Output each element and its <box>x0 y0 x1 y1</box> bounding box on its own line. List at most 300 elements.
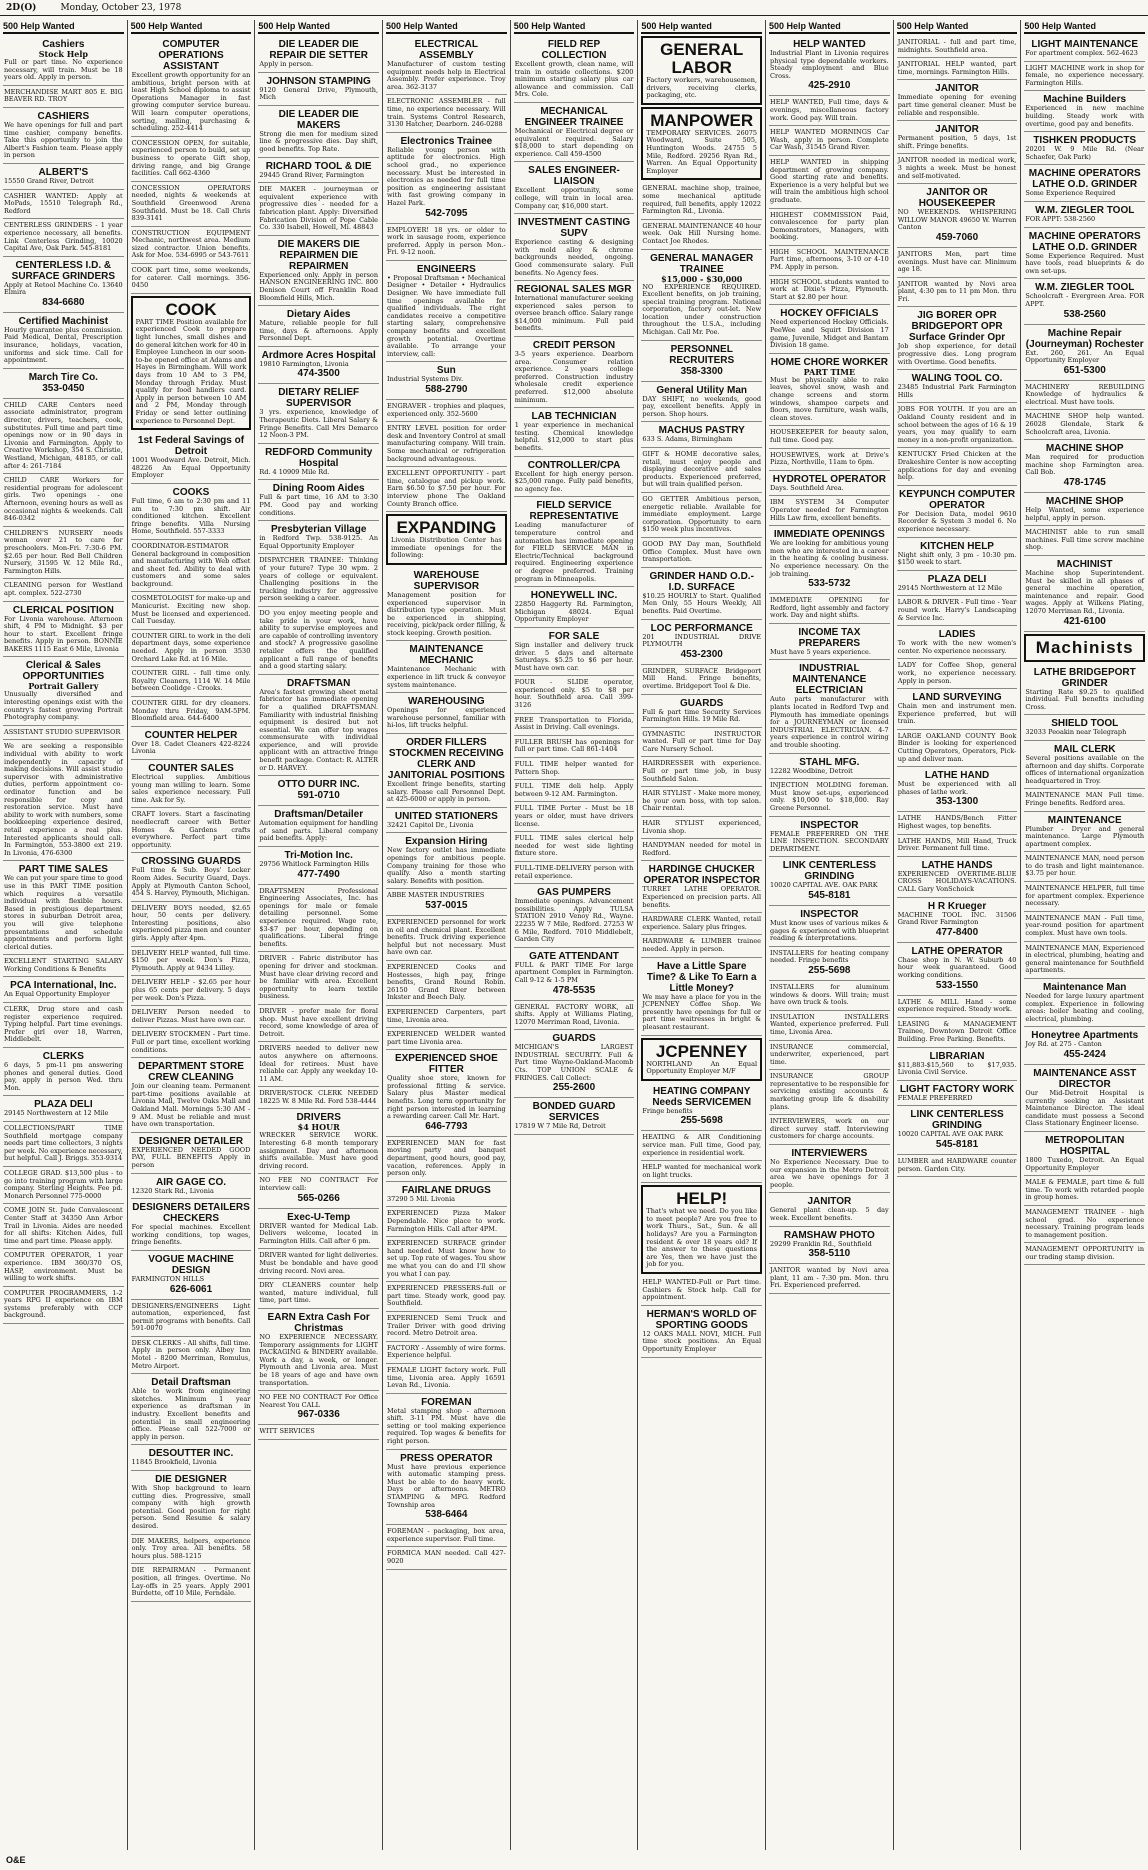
classified-ad <box>386 1547 507 1569</box>
ad-body: LATHE HANDS/Bench Fitter Highest wages, top benefits. <box>897 814 1017 831</box>
ad-body: GENERAL machine shop, trainee, some mechanical aptitude required, full benefits, apply 12022 Farmington Rd., Livonia. <box>642 184 762 216</box>
footer-code: O&E <box>6 1855 26 1865</box>
ad-title: H R Krueger <box>927 900 987 912</box>
ad-body: EXPERIENCED personnel for work in oil and chemical plant. Excellent benefits. Truck driving experience helpful but not necessary. Must have own car. <box>387 917 506 957</box>
ad-body: GRINDER, SURFACE Bridgeport Mill Hand. Fringe benefits, overtime. Bridgeport Tool & Die. <box>642 666 762 690</box>
classified-ad <box>258 885 379 953</box>
classified-ad <box>131 1374 252 1445</box>
page-date: Monday, October 23, 1978 <box>60 2 182 13</box>
ad-body: Must be physically able to rake leaves, shovel snow, wash and change screens and storm windows, shampoo carpets and floors, move furniture, wash walls, clean stoves. <box>770 375 889 422</box>
ad-phone: 425-2910 <box>808 80 851 92</box>
ad-body: Excellent for high energy person. $25,000 range. Fully paid benefits, no agency fee. <box>514 469 634 493</box>
ad-title: Dining Room Aides <box>272 483 365 495</box>
classified-ad <box>769 354 890 427</box>
classified-ad <box>131 902 252 947</box>
column-heading: 500 Help Wanted <box>514 20 635 34</box>
ad-body: To work with the new women's center. No experience necessary. <box>897 639 1017 655</box>
ad-body: EXPERIENCED OVERTIME-BLUE CROSS HOLIDAYS-VACATIONS. CALL Gary VonSchoick <box>897 869 1017 893</box>
ad-title: CLERICAL POSITION <box>12 604 114 616</box>
ad-body: COME JOIN St. Jude Convalescent Center Staff at 34350 Ann Arbor Trail in Livonia. Aides are needed for all shifts: Kitchen Aides, full time and part time. Please apply. <box>4 1206 123 1245</box>
classified-ad <box>514 457 635 498</box>
ad-phone: 591-0710 <box>297 790 340 802</box>
ad-body: 23485 Industrial Park Farmington Hills <box>897 383 1017 399</box>
ad-body: 3-5 years experience. Dearborn area. Consumer relation experience. 2 years college preferred. Construction industry wholesale credit experience preferred. $12,000 absolute minimum. <box>514 350 634 404</box>
ad-phone: 537-0015 <box>425 899 468 911</box>
ad-title: JANITOR <box>807 1196 852 1208</box>
ad-phone: 626-6061 <box>169 1283 213 1295</box>
ad-phone: 474-3500 <box>297 368 340 380</box>
classified-ad <box>258 776 379 806</box>
classified-ad <box>769 779 890 816</box>
classified-ad <box>769 660 890 753</box>
ad-body: Full or part time. No experience necessary, will train. Must be 18 years old. Apply in person. <box>4 58 123 82</box>
ad-headline: GENERAL LABOR <box>660 40 744 77</box>
ad-phone: 453-2300 <box>680 648 723 660</box>
ad-title: LIGHT FACTORY WORK <box>899 1083 1015 1095</box>
ad-body: HEATING & AIR Conditioning service man. Full time, Good pay, experience in residential work. <box>642 1133 762 1157</box>
ad-title: ALBERT'S <box>38 166 89 178</box>
classified-ad <box>897 835 1018 857</box>
ad-body: 32421 Capitol Dr., Livonia <box>387 820 474 829</box>
ad-body: EXPERIENCED Cooks and Hostesses, high pay, fringe benefits, Grand Round Robin. 26150 Grand River between Inkster and Beech Daly. <box>387 962 506 1002</box>
classified-ad <box>258 847 379 885</box>
classified-ad <box>3 1003 124 1048</box>
classified-ad <box>3 726 124 741</box>
classified-ad <box>386 889 507 916</box>
ad-body: Full time & Sub. Boys' Locker Room Aides. Security Guard, Days. Apply at Plymouth Canton School, 454 S. Harvey, Plymouth, Michigan. <box>131 866 251 898</box>
ad-body: FULL TIME sales clerical help needed for west side lighting fixture store. <box>514 834 634 858</box>
classified-ad <box>131 227 252 264</box>
ad-body: FOR APPT: 538-2560 <box>1025 214 1096 223</box>
ad-title: AIR GAGE CO. <box>156 1176 227 1188</box>
ad-title: Sun <box>436 365 456 377</box>
classified-ad <box>258 1249 379 1279</box>
classified-ad <box>1024 202 1145 228</box>
ad-body: CONCESSION OPERATORS needed, nights & weekends at Southfield Greenwood Arena Southfield. Must be 18. Call Chris 839-3141 <box>131 183 251 223</box>
ad-body: 1800 Tuxedo, Detroit. An Equal Opportunity Employer <box>1025 1155 1145 1172</box>
classified-ad <box>131 1199 252 1251</box>
ad-body: $10.25 HOURLY to Start. Qualified Men Only, 55 Hours Weekly, All benefits. Paid Overtime. <box>642 591 762 615</box>
classified-ad <box>258 1279 379 1309</box>
ad-phone: 455-2424 <box>1063 1048 1106 1060</box>
ad-body: LEASING & MANAGEMENT Trainee, Downtown Detroit Office Building. Free Parking. Benefits. <box>897 1019 1017 1043</box>
ad-body: 29145 Northwestern at 12 Mile <box>4 1109 109 1118</box>
ad-title: SHIELD TOOL <box>1051 718 1119 730</box>
classified-ad <box>897 1081 1018 1107</box>
classified-ad <box>641 538 762 568</box>
ad-title: 1st Federal Savings of Detroit <box>137 435 245 458</box>
ad-body: HELP WANTED-Full or Part time. Cashiers & Stock help. Call for appointment. <box>642 1278 762 1302</box>
ad-body: For Decision Data, model 9610 Recorder & System 3 model 6. No experience necessary. <box>897 509 1017 533</box>
ad-body: WITT SERVICES <box>259 1427 315 1436</box>
ad-body: HANDYMAN needed for motel in Redford. <box>642 841 762 857</box>
ad-body: Must have previous experience with automatic stamping press. Must be able to do heavy work. Days or afternoons. METRO STAMPING & MFG. Redford Township area <box>387 1462 506 1509</box>
ad-title: EXPERIENCED SHOE FITTER <box>394 1053 498 1076</box>
classified-ad <box>769 471 890 497</box>
ad-body: HELP wanted for mechanical work on light trucks. <box>642 1163 762 1179</box>
classified-column <box>766 20 894 1850</box>
ad-phone: 255-5698 <box>808 964 851 976</box>
classified-ad <box>514 714 635 736</box>
ad-phone: 588-2790 <box>425 384 468 395</box>
classified-ad <box>131 667 252 697</box>
ad-title: ELECTRICAL ASSEMBLY <box>414 39 479 61</box>
ad-body: FORMICA MAN needed. Call 427-9020 <box>387 1549 506 1565</box>
ad-title: FOREMAN <box>421 1396 472 1408</box>
classified-ad <box>386 1182 507 1208</box>
classified-ad <box>641 107 762 181</box>
ad-body: FARMINGTON HILLS <box>131 1274 205 1283</box>
classified-ad <box>514 36 635 103</box>
classified-ad <box>3 1048 124 1096</box>
ad-body: MICHIGAN'S LARGEST INDUSTRIAL SECURITY. Full & Part time Wayne-Oakland-Macomb Cts. TOP UNION SCALE & FRINGES. Call Collect: <box>514 1043 634 1082</box>
classified-ad <box>641 568 762 620</box>
classified-ad <box>897 812 1018 834</box>
ad-title: COUNTER SALES <box>148 762 234 774</box>
classified-ad <box>514 758 635 780</box>
classified-ad <box>514 1030 635 1098</box>
ad-title: Presbyterian Village <box>270 524 367 536</box>
ad-title: OTTO DURR INC. <box>277 779 360 791</box>
ad-body: MACHINE TOOL INC. 31506 Grand River Farmington <box>897 910 1017 927</box>
ad-body: JANITORIAL HELP wanted, part time, mornings. Farmington Hills. <box>897 60 1017 76</box>
classified-ad <box>3 1096 124 1122</box>
ad-title: HONEYWELL INC. <box>530 590 618 602</box>
classified-ad <box>1024 882 1145 912</box>
classified-ad <box>386 734 507 808</box>
ad-body: 29299 Franklin Rd., Southfield <box>770 1239 872 1248</box>
ad-body: An Equal Opportunity Employer <box>4 990 110 999</box>
ad-title: WALING TOOL CO. <box>911 373 1003 385</box>
ad-body: ASSISTANT STUDIO SUPERVISOR <box>4 727 121 736</box>
ad-phone: 477-7490 <box>297 868 340 880</box>
classified-ad <box>131 1006 252 1028</box>
ad-body: Experience casting & designing with mold alloy & chrome backgrounds needed, ongoing. Good commensurate salary. Full benefits. No Agency fees. <box>514 238 634 277</box>
classified-ad <box>1024 381 1145 411</box>
ad-body: CENTERLESS GRINDERS - 1 year experience necessary, all benefits. Link Centerless Grinding, 10020 Capital Ave, Oak Park. 545-8181 <box>4 221 123 253</box>
ad-body: EXCELLENT OPPORTUNITY - part time, catalogue and pickup work. Earn $6.50 to $7.50 per hour. For interview phone The Oakland County Branch office. <box>387 469 506 508</box>
classified-ad <box>897 307 1018 370</box>
classified-ad <box>897 626 1018 659</box>
classified-ad <box>897 448 1018 485</box>
ad-subtitle: Portrait Gallery <box>28 681 99 692</box>
classified-ad <box>514 832 635 862</box>
classified-ad <box>641 665 762 695</box>
ad-body: Chase shop in N. W. Suburb 40 hour week guaranteed. Good working conditions. <box>897 955 1017 979</box>
ad-title: JANITOR <box>935 124 979 136</box>
ad-title: LIGHT MAINTENANCE <box>1031 39 1139 50</box>
ad-body: Must be experienced with all phases of lathe work. <box>897 780 1017 796</box>
classified-ad <box>3 219 124 256</box>
ad-title: ORDER FILLERS STOCKMEN RECEIVING CLERK AND JANITORIAL POSITIONS <box>387 737 505 782</box>
classified-ad <box>641 422 762 448</box>
classified-ad <box>131 540 252 593</box>
ad-body: COORDINATOR-ESTIMATOR General background in composition and manufacturing with Web offset and sheet fed. Ability to deal with customers and some sales background. <box>131 541 251 588</box>
ad-phone: 255-5698 <box>680 1115 723 1127</box>
ad-title: LADIES <box>938 629 976 641</box>
ad-title: COOKS <box>172 486 210 498</box>
ad-title: LATHE HAND <box>924 770 990 782</box>
ad-title: GUARDS <box>552 1033 596 1045</box>
ad-title: RICHARD TOOL & DIE <box>265 160 372 172</box>
ad-body: TEMPORARY SERVICES. 26075 Woodward, Suite 505, Huntington Woods. 24755 5 Mile, Redford. 29256 Ryan Rd., Warren. An Equal Opportunity Employer <box>646 128 758 175</box>
classified-ad <box>386 1237 507 1282</box>
classified-columns <box>0 20 1148 1850</box>
classified-ad <box>386 808 507 834</box>
ad-body: DELIVERY Person needed to deliver Pizzas. Must have own car. <box>131 1008 251 1024</box>
classified-ad <box>514 214 635 281</box>
ad-body: 1001 Woodward Ave. Detroit, Mich. 48226 An Equal Opportunity Employer <box>131 456 251 480</box>
classified-ad <box>1024 440 1145 493</box>
ad-body: EMPLOYER! 18 yrs. or older to work in sausage room, experience preferred. Apply in person Mon.-Fri. 9-12 noon. <box>387 225 506 257</box>
ad-phone: 533-1550 <box>935 979 979 991</box>
ad-subtitle: Stock Help <box>38 49 88 59</box>
classified-ad <box>258 521 379 554</box>
ad-phone: 545-8181 <box>935 1138 979 1150</box>
classified-ad <box>641 839 762 861</box>
ad-body: Over 18. Cadet Cleaners 422-8224 Livonia <box>131 739 251 756</box>
ad-body: NO EXPERIENCE REQUIRED. Excellent benefits, on job training, special training program. National corporation, factory out-let. New location under construction throughout the U.S.A., including Michigan. Call Mr. Poe. <box>642 282 762 337</box>
ad-body: Hourly guarantee plus commission. Paid Medical, Dental, Prescription insurance, holidays, vacation, uniforms and sick time. Call for appointment. <box>4 325 123 365</box>
classified-ad <box>258 347 379 385</box>
ad-title: Expansion Hiring <box>405 836 488 848</box>
ad-body: Maintenance Mechanic with experience in lift truck & conveyor system maintenance. <box>387 665 506 689</box>
classified-ad <box>641 695 762 728</box>
ad-title: PART TIME SALES <box>18 864 108 876</box>
classified-ad <box>258 384 379 443</box>
classified-ad <box>1024 1206 1145 1243</box>
ad-title: MACHINE SHOP <box>1045 443 1124 455</box>
ad-title: CLERKS <box>42 1051 84 1063</box>
ad-title: PLAZA DELI <box>34 1099 93 1111</box>
ad-body: CRAFT lovers. Start a fascinating needlecraft career with Better Homes & Gardens crafts everywhere. Perfect part time opportunity. <box>131 810 251 849</box>
ad-body: KENTUCKY Fried Chicken at the Drakeshire Center is now accepting applications for day and evening help. <box>897 450 1017 482</box>
ad-title: CREDIT PERSON <box>532 340 616 352</box>
classified-ad <box>897 58 1018 80</box>
classified-ad <box>3 190 124 220</box>
ad-phone: 358-3300 <box>680 365 723 377</box>
ad-body: MACHINERY REBUILDING Knowledge of hydraulics & electrical. Must have tools. <box>1025 382 1145 406</box>
ad-body: 3 yrs. experience, knowledge of Therapeutic Diets. Liberal Salary & Fringe Benefits. Call Mrs Demarco 12 Noon-3 PM. <box>259 408 379 440</box>
ad-body: 29756 Whitlock Farmington Hills <box>259 860 369 869</box>
classified-ad <box>3 164 124 190</box>
classified-ad <box>386 261 507 363</box>
ad-body: MANAGEMENT OPPORTUNITY in our trading stamp division. <box>1025 1245 1145 1261</box>
classified-column <box>128 20 256 1850</box>
classified-ad <box>258 1042 379 1087</box>
ad-body: DELIVERY HELP wanted, full time. $150 per week. Don's Pizza, Plymouth. Apply at 9434 Lilley. <box>131 948 251 972</box>
ad-body: CASHIER WANTED: Apply at MoPads, 15510 Telegraph Rd., Redford <box>4 191 123 215</box>
ad-body: JANITORIAL - full and part time, midnights. Southfield area. <box>897 38 1017 54</box>
ad-body: 15550 Grand River, Detroit <box>4 176 94 185</box>
ad-body: COLLEGE GRAD. $13,500 plus - to go into training program with large company. Sterling Heights. Fee pd. Monarch Personnel 775-0000 <box>4 1168 123 1200</box>
classified-ad <box>897 730 1018 767</box>
ad-title: Clerical & Sales OPPORTUNITIES <box>22 660 105 683</box>
classified-ad <box>1024 634 1145 662</box>
ad-body: We may have a place for you in the JCPENNEY Coffee Shop. We presently have openings for full or part time waitresses in bright & pleasant restaurant. <box>642 992 762 1031</box>
ad-body: Needed for large luxury apartment complex. Experience in following areas: boiler heating and cooling, electrical, plumbing. <box>1025 992 1145 1023</box>
ad-title: MACHINE OPERATORS LATHE O.D. GRINDER <box>1028 168 1141 191</box>
classified-ad <box>1024 228 1145 280</box>
ad-body: HIGHEST COMMISSION Paid, convalescence for party plan Demonstrators, Managers, with booking. <box>770 210 889 242</box>
ad-body: MACHINIST able to run small machines. Full time screw machine shop. <box>1025 528 1145 552</box>
ad-body: FULL TIME helper wanted for Pattern Shop. <box>514 760 634 776</box>
ad-title: BONDED GUARD SERVICES <box>532 1101 616 1124</box>
classified-ad <box>897 996 1018 1018</box>
ad-body: INSTALLERS for aluminum windows & doors. Will train; must have own truck & tools. <box>770 982 889 1007</box>
ad-title: VOGUE MACHINE DESIGN <box>148 1253 234 1276</box>
ad-body: Industrial Plant in Livonia requires physical type dependable workers. Steady employment and Blue Cross. <box>770 49 889 80</box>
ad-title: CENTERLESS I.D. & SURFACE GRINDERS <box>11 259 116 282</box>
classified-ad <box>3 474 124 527</box>
ad-body: Excellent growth, clean name, will train in outside collections. $200 minimum starting salary plus car allowance and commission. Call Mrs. Cole. <box>514 60 634 99</box>
classified-ad <box>769 1264 890 1294</box>
ad-body: DISPATCHER TRAINEE: Thinking of your future? Type 30 wpm. 2 years of college or equivalent. Challenging positions in the trucking industry for aggressive person seeking a career. <box>259 556 379 603</box>
ad-body: CHILD CARE Centers need associate administrator, program director, drivers, teachers, cook, substitutes. Full time and part time openings now or in 90 days in Livonia and Farmington. Apply to Creative Workshop, 354 S. Christie, Westland, Michigan, 48185, or call after 4: 261-7184 <box>4 400 123 470</box>
ad-title: LATHE BRIDGEPORT GRINDER <box>1033 666 1136 689</box>
ad-phone: 358-5110 <box>808 1248 851 1260</box>
ad-title: DESOUTTER INC. <box>148 1448 234 1460</box>
ad-body: DIE REPAIRMAN - Permanent position, all fringes. Overtime. No Lay-offs in 25 years. Apply 2901 Burdette, off 10 Mile, Ferndale. <box>131 1566 251 1598</box>
ad-phone: 255-2600 <box>552 1082 596 1094</box>
ad-body: DRY CLEANERS counter help wanted, mature individual, full time, part time. <box>259 1281 379 1305</box>
ad-title: GAS PUMPERS <box>537 887 611 899</box>
classified-ad <box>1024 556 1145 632</box>
ad-body: Mechanical or Electrical degree or equivalent required. Salary $18,000 to start depending on experience. Call 459-4500 <box>514 126 634 158</box>
ad-body: INSTALLERS for heating company needed. Fringe benefits <box>770 948 889 965</box>
classified-ad <box>897 1018 1018 1048</box>
ad-body: CLERK, Drug store and cash register experience required. Typing helpful. Part time evenings. Prefer girl over 18, Warren, Middlebelt. <box>4 1005 123 1044</box>
classified-ad <box>769 817 890 858</box>
classified-ad <box>386 514 507 565</box>
ad-body: FOREMAN - packaging, box area, experience supervisor. Full time. <box>387 1527 506 1543</box>
classified-ad <box>1024 62 1145 92</box>
classified-ad <box>1024 741 1145 789</box>
classified-ad <box>131 36 252 137</box>
classified-ad <box>3 657 124 725</box>
ad-phone: 477-8400 <box>935 926 979 938</box>
classified-ad <box>769 1193 890 1226</box>
ad-body: EXPERIENCED SURFACE grinder hand needed. Must know how to set up. Top rate of wages. You show me what you can do and I'll show you what I can pay. <box>387 1239 506 1278</box>
ad-headline: MANPOWER <box>650 110 754 130</box>
classified-ad <box>514 780 635 802</box>
classified-ad <box>386 961 507 1006</box>
classified-column <box>1021 20 1148 1850</box>
page-number: 2D(O) <box>6 2 37 13</box>
ad-title: MAIL CLERK <box>1053 743 1116 755</box>
classified-ad <box>386 1282 507 1312</box>
classified-ad <box>1024 812 1145 853</box>
classified-ad <box>514 497 635 587</box>
classified-ad <box>514 628 635 676</box>
ad-title: COMPUTER OPERATIONS ASSISTANT <box>158 39 224 72</box>
ad-body: Man required for production machine shop Farmington area. Call Bob. <box>1025 453 1145 477</box>
ad-body: LATHE & MILL Hand - some experience required. Steady work. <box>897 997 1017 1014</box>
ad-title: March Tire Co. <box>28 371 98 383</box>
classified-ad <box>1024 279 1145 324</box>
ad-phone: 646-7793 <box>425 1120 468 1132</box>
classified-ad <box>641 250 762 341</box>
ad-body: GENERAL FACTORY WORK, all shifts. Apply at Williams Plating, 12070 Merriman Road, Livonia. <box>514 1002 634 1026</box>
ad-headline: JCPENNEY <box>655 1041 748 1061</box>
ad-body: Manufacturer of custom testing equipment needs help in Electrical Assembly. Prefer experience. Troy area. 362-3137 <box>387 60 506 91</box>
ad-body: Excellent opportunity, some college, will train in local area. Company car, $16,000 start. <box>514 186 634 210</box>
ad-title: INTERVIEWERS <box>791 1148 868 1160</box>
classified-ad <box>3 955 124 977</box>
ad-title: COUNTER HELPER <box>144 729 238 741</box>
ad-body: 6 days, 5 pm-11 pm answering phones and general duties. Good pay, apply in person Wed. thru Mon. <box>4 1061 123 1092</box>
ad-body: HAIR STYLIST experienced, Livonia shop. <box>642 819 762 835</box>
ad-body: HAIRDRESSER with experience. Full or part time job, in busy Southfield Salon. <box>642 759 762 783</box>
ad-banner-title: Machinists <box>1035 637 1134 657</box>
classified-ad <box>641 728 762 758</box>
classified-ad <box>386 1394 507 1450</box>
ad-body: Must know uses of various mikes & gages & experienced with blueprint reading & interpretations. <box>770 918 889 943</box>
ad-body: GIFT & HOME decorative sales, retail, must enjoy people and displaying decorative and sales products. Experienced preferred, but will train qualified person. <box>642 450 762 489</box>
classified-ad <box>769 426 890 448</box>
ad-title: HOCKEY OFFICIALS <box>780 308 879 320</box>
classified-ad <box>386 1450 507 1526</box>
ad-body: EXPERIENCED NEEDED GOOD PAY, FULL BENEFITS Apply in person <box>131 1145 251 1169</box>
classified-ad <box>258 444 379 481</box>
classified-ad <box>386 467 507 512</box>
ad-title: W.M. ZIEGLER TOOL <box>1035 204 1135 216</box>
ad-body: Full time, 6 am to 2:30 pm and 11 am to 7:30 pm shift. Air conditioned kitchen. Excellent fringe benefits. Villa Nursing Home, Southfield. 557-3333 <box>131 496 251 536</box>
classified-ad <box>1024 165 1145 202</box>
classified-ad <box>131 1174 252 1200</box>
classified-ad <box>769 1115 890 1145</box>
ad-body: COMPUTER OPERATOR, 1 year experience. IBM 360/370 OS, HASP, environment. Must be willing to work shifts. <box>4 1251 123 1283</box>
classified-ad <box>1024 325 1145 381</box>
ad-body: Must have 5 years experience. <box>770 647 871 656</box>
ad-body: With Shop background to learn cutting dies. Progressive, small company with high growth potential. Good position for right person. Send Resume & salary desired. <box>131 1484 251 1530</box>
ad-body: DRIVER wanted for Medical Lab. Delivers welcome, located in Farmington Hills. Call after 6 pm. <box>259 1221 379 1245</box>
ad-body: DRIVER wanted for light deliveries. Must be bondable and have good driving record. Novi area. <box>259 1251 379 1275</box>
ad-title: METROPOLITAN HOSPITAL <box>1045 1134 1125 1157</box>
classified-ad <box>258 236 379 306</box>
ad-body: $11,883-$15,560 to $17,935. Livonia Civil Service. <box>897 1060 1017 1077</box>
classified-ad <box>386 1050 507 1137</box>
classified-ad <box>258 183 379 236</box>
ad-title: Honeytree Apartments <box>1031 1030 1139 1042</box>
ad-body: Chain men and instrument men. Experience preferred, but will train. <box>897 702 1017 726</box>
ad-body: MERCHANDISE MART 805 E. BIG BEAVER RD. TROY <box>4 87 123 104</box>
ad-body: For apartment complex. 562-4623 <box>1025 49 1138 57</box>
ad-body: 37290 5 Mil. Livonia <box>387 1194 456 1203</box>
classified-ad <box>641 1038 762 1081</box>
classified-ad <box>386 1525 507 1547</box>
ad-phone: 353-0450 <box>42 382 85 394</box>
classified-ad <box>258 1005 379 1042</box>
ad-body: No Experience Necessary. Due to our expansion in the Metro Detroit area we have openings for 3 people. <box>770 1158 889 1189</box>
classified-ad <box>641 757 762 787</box>
classified-ad <box>131 1337 252 1374</box>
ad-body: JANITOR wanted by Novi area plant, 4:30 pm to 11 pm Mon. thru Fri. <box>897 279 1017 303</box>
classified-ad <box>897 370 1018 403</box>
classified-ad <box>514 587 635 628</box>
ad-body: MAINTENANCE HELPER, full time for apartment complex. Experience necessary. <box>1025 884 1145 908</box>
ad-body: Some Experience Required <box>1025 189 1116 198</box>
classified-ad <box>1024 1027 1145 1065</box>
ad-body: Strong die men for medium sized line & progressive dies. Day shift, good benefits. Top Rate. <box>259 129 379 153</box>
classified-ad <box>641 1185 762 1274</box>
ad-body: Factory workers, warehousemen, drivers, receiving clerks, packaging, etc. <box>646 76 758 100</box>
classified-ad <box>386 1312 507 1342</box>
classified-ad <box>3 36 124 86</box>
ad-title: LINK CENTERLESS GRINDING <box>910 1109 1004 1132</box>
ad-title: FOR SALE <box>548 630 600 642</box>
ad-phone: 538-2560 <box>1063 308 1106 320</box>
